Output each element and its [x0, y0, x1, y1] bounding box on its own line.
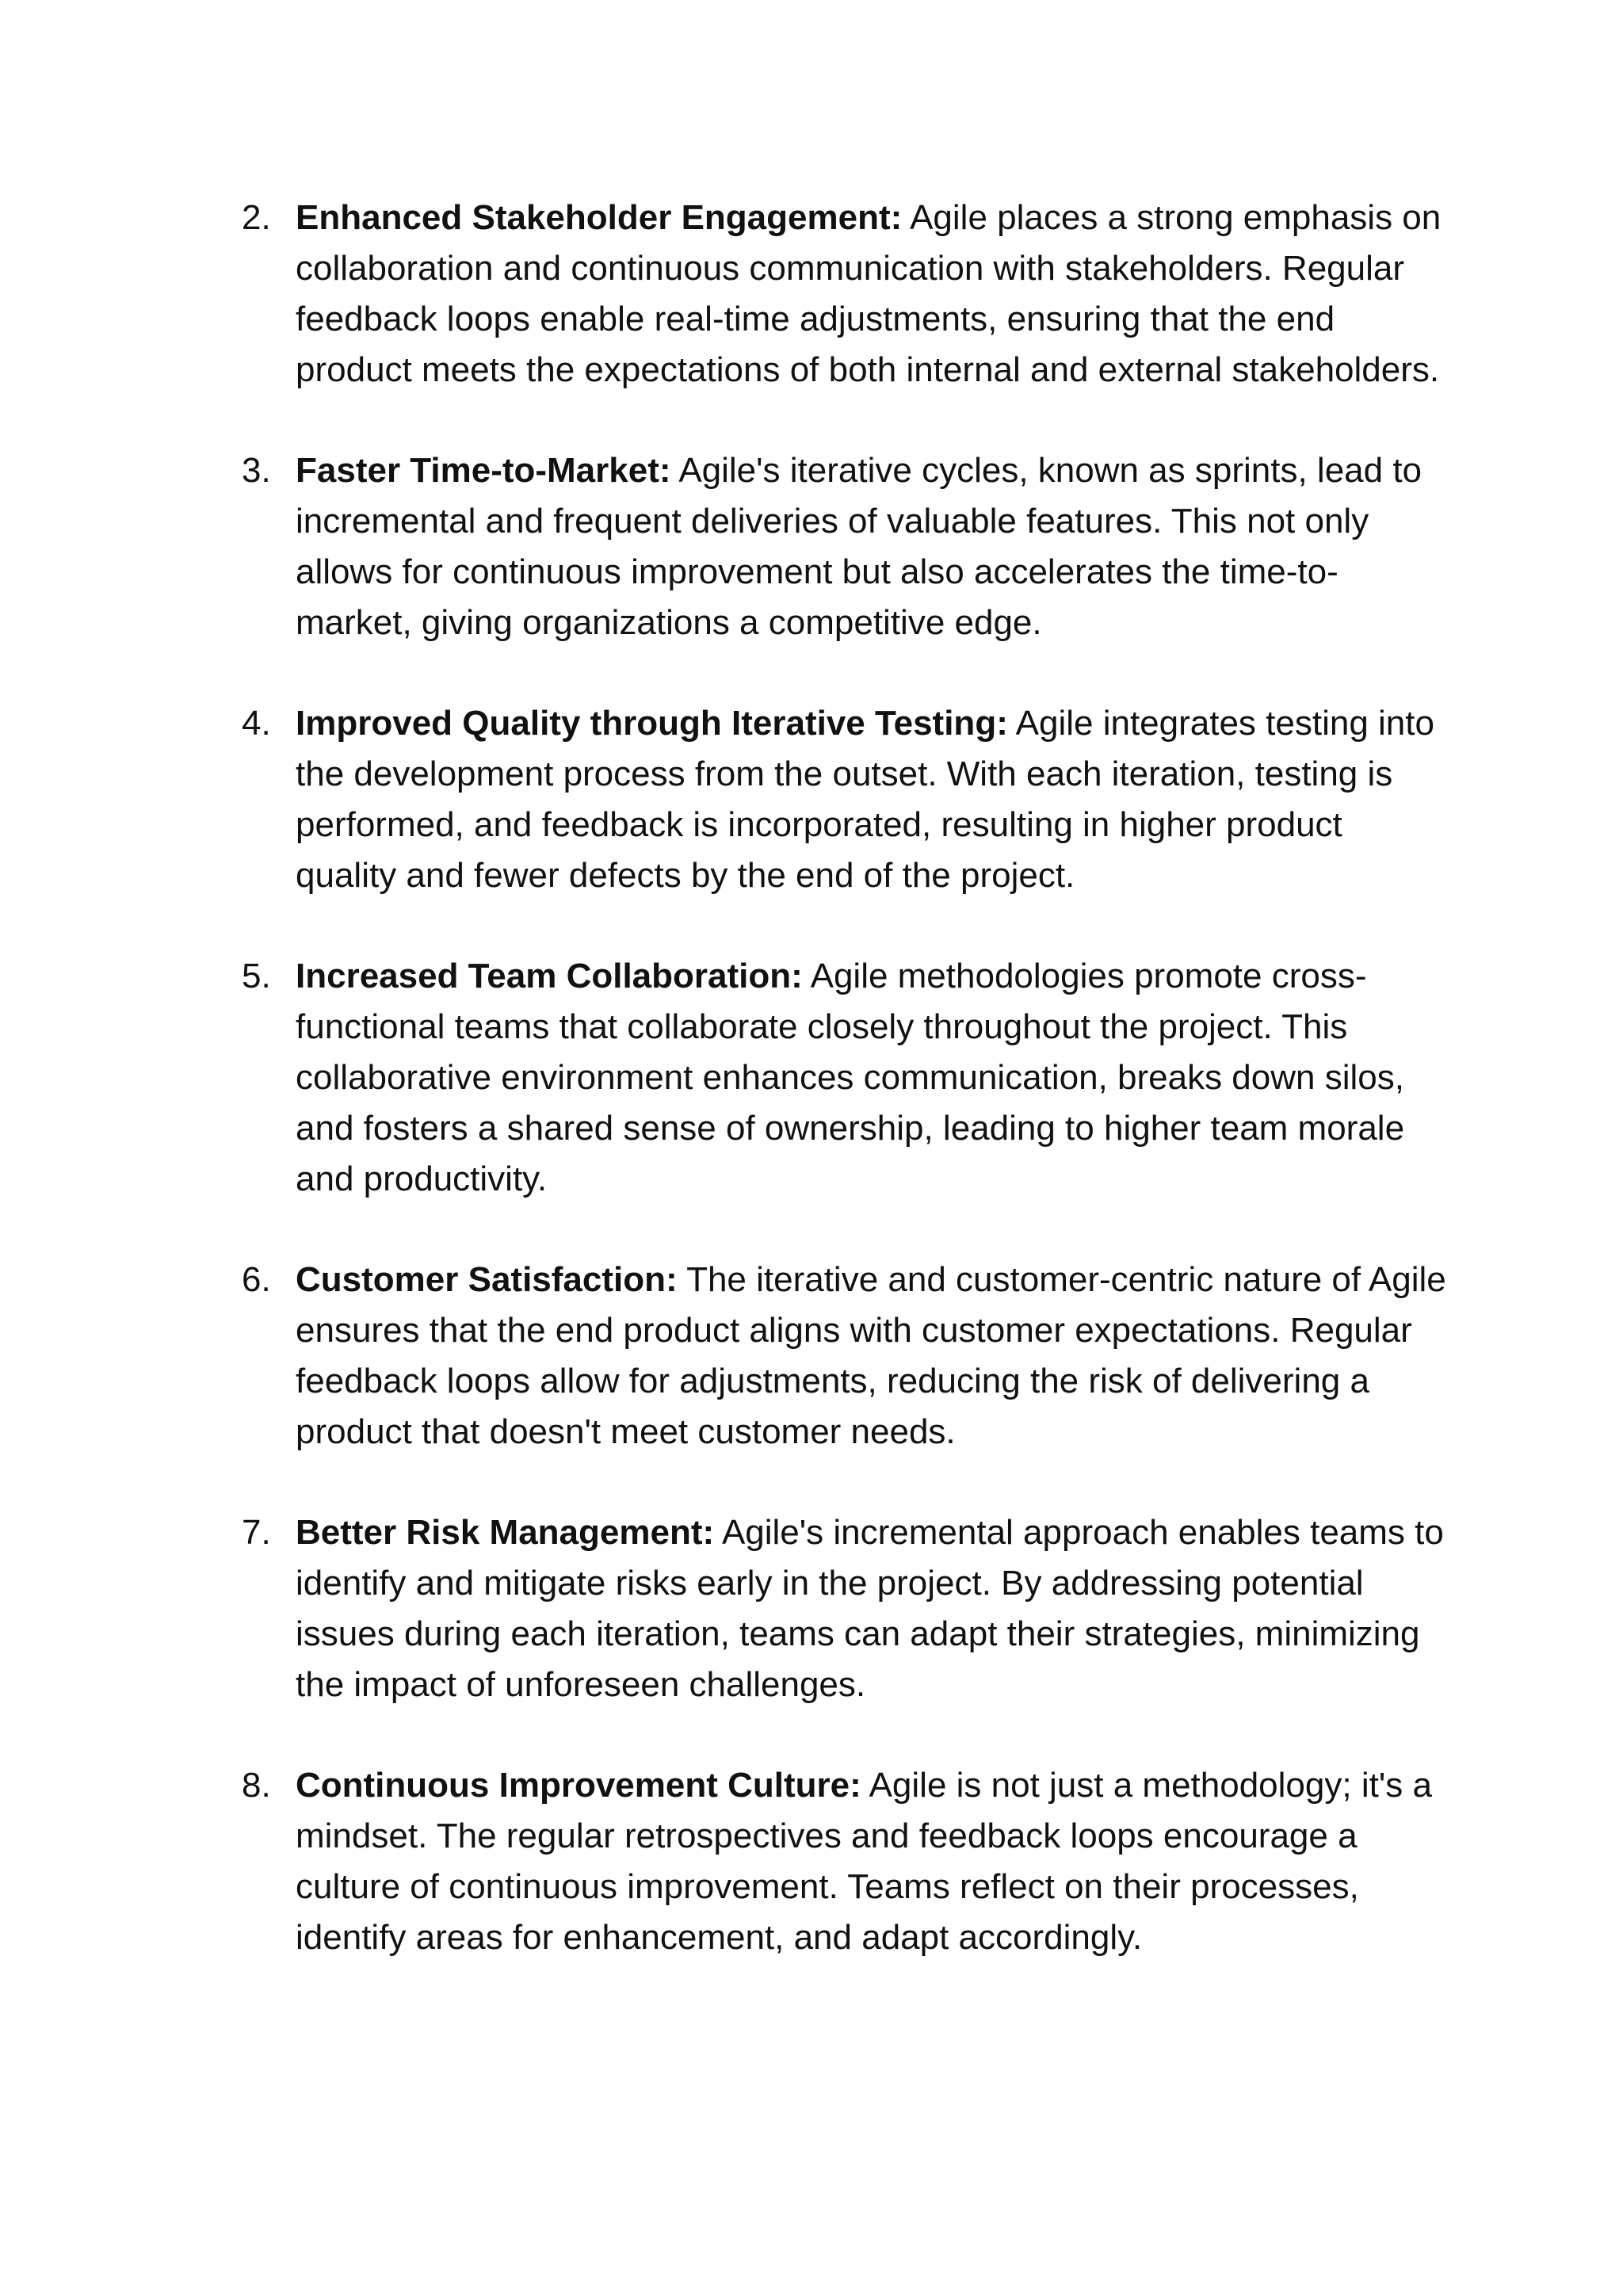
item-text: Agile methodologies promote cross-functional teams that collaborate closely throughout the project. This collaborative environment enhances communication, breaks down silos, and fosters a shared sense of ownership, leading to higher team morale and productivity.	[296, 957, 1405, 1198]
item-term: Customer Satisfaction:	[296, 1260, 678, 1299]
item-term: Better Risk Management:	[296, 1513, 715, 1552]
item-term: Improved Quality through Iterative Testing:	[296, 704, 1008, 743]
item-number: 6.	[242, 1260, 271, 1299]
item-number: 7.	[242, 1513, 271, 1552]
item-text: Agile places a strong emphasis on collaboration and continuous communication with stakeholders. Regular feedback loops enable real-time adjustments, ensuring that the end product meets the expectations of both internal and external stakeholders.	[296, 198, 1442, 389]
item-term: Faster Time-to-Market:	[296, 451, 671, 490]
list-item	[242, 193, 1446, 395]
item-number: 5.	[242, 957, 271, 995]
item-number: 8.	[242, 1766, 271, 1805]
item-term: Enhanced Stakeholder Engagement:	[296, 198, 903, 237]
list-item	[242, 951, 1446, 1205]
item-text: Agile's incremental approach enables teams to identify and mitigate risks early in the project. By addressing potential issues during each iteration, teams can adapt their strategies, minimizing the impact of unforeseen challenges.	[296, 1513, 1444, 1704]
item-text: The iterative and customer-centric nature of Agile ensures that the end product aligns with customer expectations. Regular feedback loops allow for adjustments, reducing the risk of delivering a product that doesn't meet customer needs.	[296, 1260, 1446, 1451]
item-number: 2.	[242, 198, 271, 237]
item-term: Continuous Improvement Culture:	[296, 1766, 861, 1805]
item-text: Agile integrates testing into the development process from the outset. With each iteration, testing is performed, and feedback is incorporated, resulting in higher product quality and fewer defects by the end of the project.	[296, 704, 1434, 895]
benefits-list	[242, 193, 1446, 2013]
list-item	[242, 445, 1446, 648]
list-item	[242, 698, 1446, 901]
list-item	[242, 1255, 1446, 1457]
item-text: Agile's iterative cycles, known as sprints, lead to incremental and frequent deliveries of valuable features. This not only allows for continuous improvement but also accelerates the time-to-market, giving organizations a competitive edge.	[296, 451, 1423, 642]
list-item	[242, 1507, 1446, 1710]
item-number: 3.	[242, 451, 271, 490]
item-text: Agile is not just a methodology; it's a mindset. The regular retrospectives and feedback loops encourage a culture of continuous improvement. Teams reflect on their processes, identify areas for enhancement, and adapt accordingly.	[296, 1766, 1432, 1957]
item-number: 4.	[242, 704, 271, 743]
item-term: Increased Team Collaboration:	[296, 957, 803, 995]
list-item	[242, 1760, 1446, 1963]
